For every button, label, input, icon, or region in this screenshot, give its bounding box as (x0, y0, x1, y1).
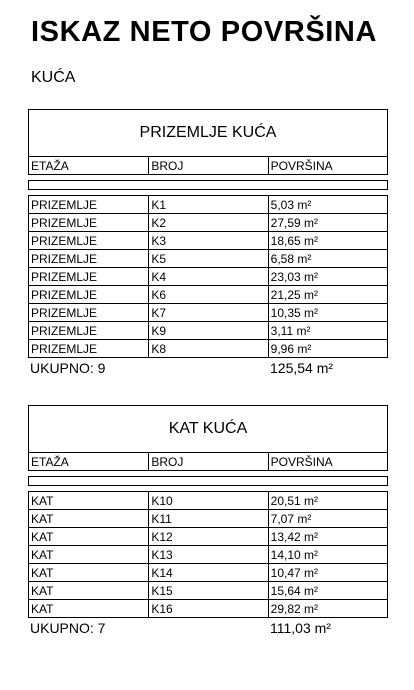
total-label: UKUPNO: 7 (30, 620, 106, 636)
cell-etaza: PRIZEMLJE (31, 287, 98, 302)
cell-broj: K5 (148, 250, 267, 267)
cell-broj: K14 (148, 564, 267, 581)
cell-povrsina: 5,03 m² (268, 196, 387, 213)
cell-etaza: KAT (31, 565, 54, 580)
table-row (28, 304, 388, 322)
total-value: 111,03 m² (270, 620, 331, 636)
table-row (28, 340, 388, 358)
total-value: 125,54 m² (270, 360, 334, 376)
header-etaza: ETAŽA (31, 158, 69, 173)
cell-povrsina: 3,11 m² (268, 322, 387, 339)
header-etaza: ETAŽA (31, 454, 69, 469)
cell-povrsina: 27,59 m² (268, 214, 387, 231)
cell-broj: K10 (148, 492, 267, 509)
cell-etaza: PRIZEMLJE (31, 197, 98, 212)
cell-povrsina: 10,47 m² (268, 564, 387, 581)
table-row (28, 268, 388, 286)
cell-etaza: KAT (31, 583, 54, 598)
cell-etaza: PRIZEMLJE (31, 215, 98, 230)
cell-povrsina: 15,64 m² (268, 582, 387, 599)
cell-etaza: KAT (31, 601, 54, 616)
cell-broj: K6 (148, 286, 267, 303)
table-header (28, 453, 388, 471)
table-row (28, 196, 388, 214)
cell-povrsina: 21,25 m² (268, 286, 387, 303)
table-row (28, 492, 388, 510)
header-povrsina: POVRŠINA (268, 453, 387, 470)
table-row (28, 232, 388, 250)
section-title: PRIZEMLJE KUĆA (28, 109, 388, 157)
table-row (28, 546, 388, 564)
cell-broj: K1 (148, 196, 267, 213)
cell-etaza: PRIZEMLJE (31, 233, 98, 248)
table-body (28, 491, 388, 618)
total-row (28, 358, 388, 378)
cell-etaza: PRIZEMLJE (31, 269, 98, 284)
table-row (28, 528, 388, 546)
page-subtitle: KUĆA (31, 69, 76, 86)
total-row (28, 618, 388, 638)
spacer-row (28, 180, 388, 190)
cell-broj: K8 (148, 340, 267, 357)
total-label: UKUPNO: 9 (30, 360, 106, 376)
cell-povrsina: 6,58 m² (268, 250, 387, 267)
cell-etaza: KAT (31, 529, 54, 544)
spacer-row (28, 476, 388, 486)
cell-povrsina: 18,65 m² (268, 232, 387, 249)
table-row (28, 600, 388, 618)
section-kat (28, 405, 388, 638)
cell-povrsina: 13,42 m² (268, 528, 387, 545)
table-row (28, 286, 388, 304)
cell-povrsina: 23,03 m² (268, 268, 387, 285)
cell-broj: K2 (148, 214, 267, 231)
cell-etaza: PRIZEMLJE (31, 305, 98, 320)
header-broj: BROJ (148, 157, 267, 174)
cell-broj: K15 (148, 582, 267, 599)
cell-povrsina: 14,10 m² (268, 546, 387, 563)
table-row (28, 510, 388, 528)
cell-povrsina: 9,96 m² (268, 340, 387, 357)
cell-broj: K12 (148, 528, 267, 545)
table-row (28, 214, 388, 232)
table-row (28, 322, 388, 340)
cell-povrsina: 7,07 m² (268, 510, 387, 527)
cell-etaza: KAT (31, 547, 54, 562)
cell-povrsina: 20,51 m² (268, 492, 387, 509)
cell-etaza: KAT (31, 511, 54, 526)
table-header (28, 157, 388, 175)
cell-povrsina: 29,82 m² (268, 600, 387, 617)
table-body (28, 195, 388, 358)
page-title: ISKAZ NETO POVRŠINA (31, 16, 378, 48)
cell-povrsina: 10,35 m² (268, 304, 387, 321)
cell-broj: K7 (148, 304, 267, 321)
cell-broj: K16 (148, 600, 267, 617)
section-title: KAT KUĆA (28, 405, 388, 453)
cell-etaza: PRIZEMLJE (31, 341, 98, 356)
cell-etaza: PRIZEMLJE (31, 251, 98, 266)
cell-broj: K3 (148, 232, 267, 249)
table-row (28, 582, 388, 600)
header-povrsina: POVRŠINA (268, 157, 387, 174)
header-broj: BROJ (148, 453, 267, 470)
table-row (28, 564, 388, 582)
cell-etaza: PRIZEMLJE (31, 323, 98, 338)
cell-broj: K4 (148, 268, 267, 285)
cell-broj: K9 (148, 322, 267, 339)
cell-broj: K11 (148, 510, 267, 527)
cell-etaza: KAT (31, 493, 54, 508)
cell-broj: K13 (148, 546, 267, 563)
table-row (28, 250, 388, 268)
section-prizemlje (28, 109, 388, 378)
